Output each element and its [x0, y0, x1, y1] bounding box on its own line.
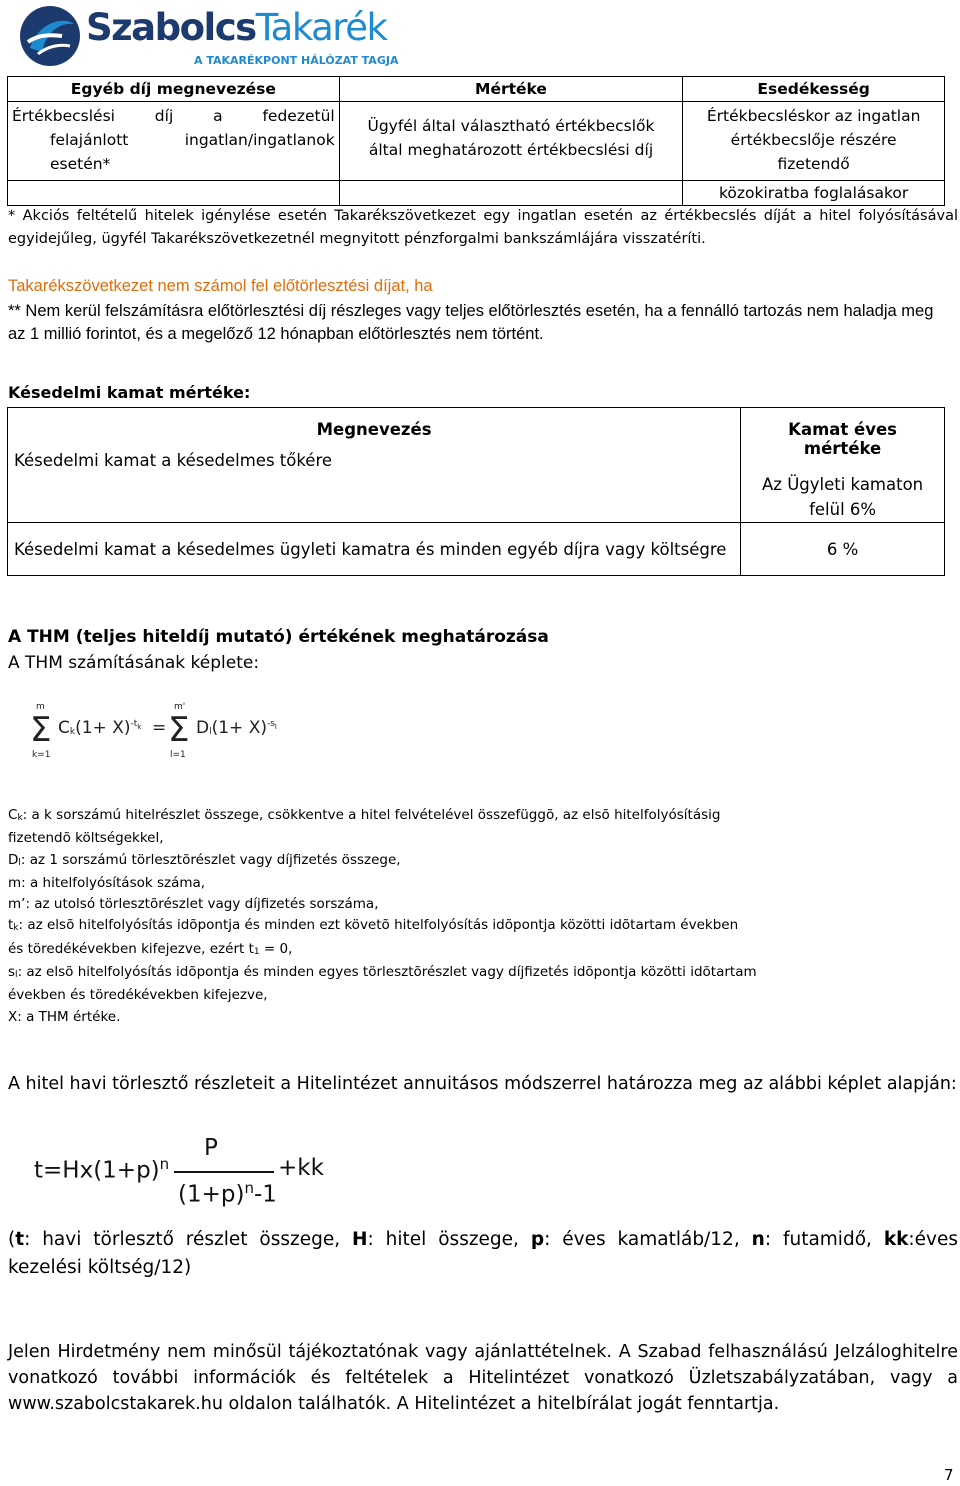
fee-due-cell: közokiratba foglalásakor	[683, 181, 945, 206]
definition-text: m’: az utolsó törlesztõrészlet vagy díjfizetés sorszáma,	[8, 896, 379, 913]
formula-term2-exp: -s	[266, 719, 275, 730]
definition-tail: = 0,	[259, 940, 293, 957]
prepayment-title: Takarékszövetkezet nem számol fel előtörlesztési díjat, ha	[8, 277, 433, 295]
legend-symbol: t	[15, 1229, 25, 1250]
bank-logo	[8, 2, 408, 72]
definition-symbol-sub: l	[15, 970, 18, 981]
definition-line	[8, 915, 808, 938]
formula-term2-sub: l	[209, 727, 212, 737]
annuity-formula	[34, 1135, 324, 1215]
legend-text: : havi törlesztő részlet összege,	[24, 1229, 353, 1250]
formula-sum1-top: m	[36, 702, 45, 712]
fee-due-line: Értékbecsléskor az ingatlan	[706, 107, 921, 125]
table-row	[8, 408, 945, 523]
thm-formula	[30, 702, 290, 768]
formula-term2-body: (1+ X)	[211, 718, 267, 738]
late-interest-table	[7, 407, 945, 576]
definition-text: : a k sorszámú hitelrészlet összege, csökkentve a hitel felvételével összefüggõ, az elsõ hitelfolyósításig	[22, 807, 721, 823]
definition-text: : az 1 sorszámú törlesztõrészlet vagy díjfizetés összege,	[20, 851, 401, 868]
legend-text: : éves kamatláb/12,	[544, 1229, 752, 1250]
late-name-cell	[8, 408, 741, 523]
formula-term1-body: (1+ X)	[75, 718, 131, 738]
formula-term1	[58, 718, 141, 738]
definition-text: : az elsõ hitelfolyósítás idõpontja és minden ezt követõ hitelfolyósítás idõpontja közötti idõtartam években	[18, 917, 739, 934]
definition-text: fizetendõ költségekkel,	[8, 830, 164, 847]
formula-term1-exp: -t	[130, 719, 138, 730]
fee-name-cell	[8, 102, 340, 181]
thm-title: A THM (teljes hiteldíj mutató) értékének meghatározása	[8, 627, 549, 647]
fee-rate-cell-empty	[339, 181, 683, 206]
legend-open: (	[8, 1229, 16, 1250]
legend-symbol: kk	[883, 1229, 909, 1250]
formula-sum1-bottom: k=1	[32, 750, 51, 760]
definition-symbol-sub: l	[18, 857, 21, 868]
prepayment-text: ** Nem kerül felszámításra előtörlesztési díj részleges vagy teljes előtörlesztés esetén, ha a fennálló tartozás nem haladja meg az 1 millió forintot, és a megelőző 12 hónapban előtörlesztés nem történt.	[8, 302, 934, 343]
formula-sum2-top: m'	[174, 702, 186, 712]
formula-term2-exp-sub: l	[274, 723, 277, 732]
formula-lhs-text: t=Hx(1+p)	[34, 1157, 160, 1184]
definition-symbol: C	[8, 807, 18, 823]
late-row-rate: felül 6%	[809, 500, 877, 519]
legend-symbol: n	[751, 1229, 765, 1250]
fee-table	[7, 76, 945, 206]
definition-symbol: s	[8, 964, 16, 981]
table-row	[8, 523, 945, 576]
formula-den-exp: n	[244, 1179, 254, 1197]
sigma-icon: Σ	[168, 710, 190, 750]
definition-text: és töredékévekben kifejezve, ezért t	[8, 940, 254, 957]
definition-line	[8, 828, 808, 849]
legend-text: : futamidő,	[764, 1229, 884, 1250]
table-row	[8, 102, 945, 181]
thm-definitions	[8, 805, 808, 1028]
closing-text: Jelen Hirdetmény nem minősül tájékoztatónak vagy ajánlattételnek. A Szabad felhasználású Jelzáloghitelre vonatkozó további információk és feltételek a Hitelintézet vonatkozó Üzletszabályzatában, vagy a www.szabolcstakarek.hu oldalon találhatók. A Hitelintézet a hitelbírálat jogát fenntartja.	[8, 1342, 958, 1414]
definition-symbol: D	[8, 851, 19, 868]
late-row-rate: Az Ügyleti kamaton	[762, 475, 924, 494]
annuity-legend	[8, 1226, 958, 1282]
definition-line	[8, 873, 808, 894]
formula-numerator: P	[204, 1135, 218, 1161]
table-row	[8, 181, 945, 206]
definition-line	[8, 1007, 808, 1028]
formula-term2-sym: D	[196, 718, 210, 738]
fee-header-rate: Mértéke	[339, 77, 683, 102]
promo-note: * Akciós feltételű hitelek igénylése esetén Takarékszövetkezet egy ingatlan esetén az értékbecslés díját a hitel folyósításával egyidejűleg, ügyfél Takarékszövetkezetnél megnyitott pénzforgalmi bankszámlájára visszatéríti.	[8, 208, 958, 247]
logo-name-b: Takarék	[255, 6, 387, 49]
late-rate-cell	[741, 408, 945, 523]
fee-due-line: fizetendő	[777, 155, 850, 173]
formula-term1-sym: C	[58, 718, 70, 738]
fee-header-name: Egyéb díj megnevezése	[8, 77, 340, 102]
formula-den-tail: -1	[253, 1181, 277, 1208]
fee-due-line: értékbecslője részére	[730, 131, 897, 149]
fee-name-line: felajánlott ingatlan/ingatlanok	[50, 131, 335, 149]
definition-text: : az elsõ hitelfolyósítás idõpontja és minden egyes törlesztõrészlet vagy díjfizetés idõpontja közötti idõtartam	[17, 964, 757, 981]
fee-header-due: Esedékesség	[683, 77, 945, 102]
fee-rate-line: által meghatározott értékbecslési díj	[368, 141, 654, 159]
fee-name-cell-empty	[8, 181, 340, 206]
formula-tail: +kk	[278, 1155, 324, 1181]
definition-symbol-sub: k	[17, 813, 23, 823]
fee-rate-cell	[339, 102, 683, 181]
definition-text: X: a THM értéke.	[8, 1008, 121, 1025]
late-header-name: Megnevezés	[316, 420, 432, 439]
late-header-rate: Kamat éves mértéke	[788, 420, 897, 458]
legend-text: : hitel összege,	[367, 1229, 531, 1250]
late-row-name: Késedelmi kamat a késedelmes tőkére	[14, 451, 333, 470]
formula-sum2-bottom: l=1	[170, 750, 186, 760]
formula-den-text: (1+p)	[178, 1181, 245, 1208]
late-interest-title: Késedelmi kamat mértéke:	[8, 383, 251, 402]
late-row-rate: 6 %	[741, 523, 945, 576]
definition-line	[8, 939, 808, 962]
logo-name-a: Szabolcs	[86, 6, 256, 49]
definition-symbol: t	[8, 917, 14, 934]
definition-text: években és töredékévekben kifejezve,	[8, 987, 268, 1004]
legend-text: :éves kezelési költség/12)	[8, 1229, 959, 1278]
definition-line	[8, 894, 808, 915]
definition-line	[8, 985, 808, 1006]
sigma-icon: Σ	[30, 710, 52, 750]
fee-name-line: esetén*	[50, 155, 111, 173]
definition-line	[8, 962, 808, 985]
annuity-text: A hitel havi törlesztő részleteit a Hitelintézet annuitásos módszerrel határozza meg az alábbi képlet alapján:	[8, 1074, 957, 1094]
thm-subtitle: A THM számításának képlete:	[8, 653, 260, 673]
definition-tail-sub: 1	[253, 946, 260, 957]
fee-name-line: Értékbecslési díj a fedezetül	[12, 107, 335, 125]
legend-items	[8, 1229, 958, 1278]
definition-symbol-sub: k	[13, 923, 19, 934]
formula-lhs-exp: n	[159, 1155, 170, 1173]
logo-wordmark	[86, 6, 386, 49]
page-number: 7	[944, 1466, 954, 1484]
fee-table-header	[8, 77, 945, 102]
formula-term1-exp-sub: k	[137, 723, 142, 732]
formula-denominator	[178, 1179, 277, 1208]
formula-term2	[196, 718, 277, 738]
definition-line	[8, 805, 808, 828]
logo-tagline: A TAKARÉKPONT HÁLÓZAT TAGJA	[194, 54, 399, 67]
fee-due-cell	[683, 102, 945, 181]
formula-lhs	[34, 1155, 169, 1184]
definition-text: m: a hitelfolyósítások száma,	[8, 874, 206, 891]
late-row-name: Késedelmi kamat a késedelmes ügyleti kamatra és minden egyéb díjra vagy költségre	[8, 523, 741, 576]
definition-line	[8, 850, 808, 873]
formula-term1-sub: k	[69, 727, 76, 737]
fraction-bar	[174, 1171, 274, 1173]
formula-equals: =	[152, 718, 167, 738]
legend-symbol: H	[352, 1229, 368, 1250]
legend-symbol: p	[530, 1229, 545, 1250]
fee-rate-line: Ügyfél által választható értékbecslők	[367, 117, 655, 135]
